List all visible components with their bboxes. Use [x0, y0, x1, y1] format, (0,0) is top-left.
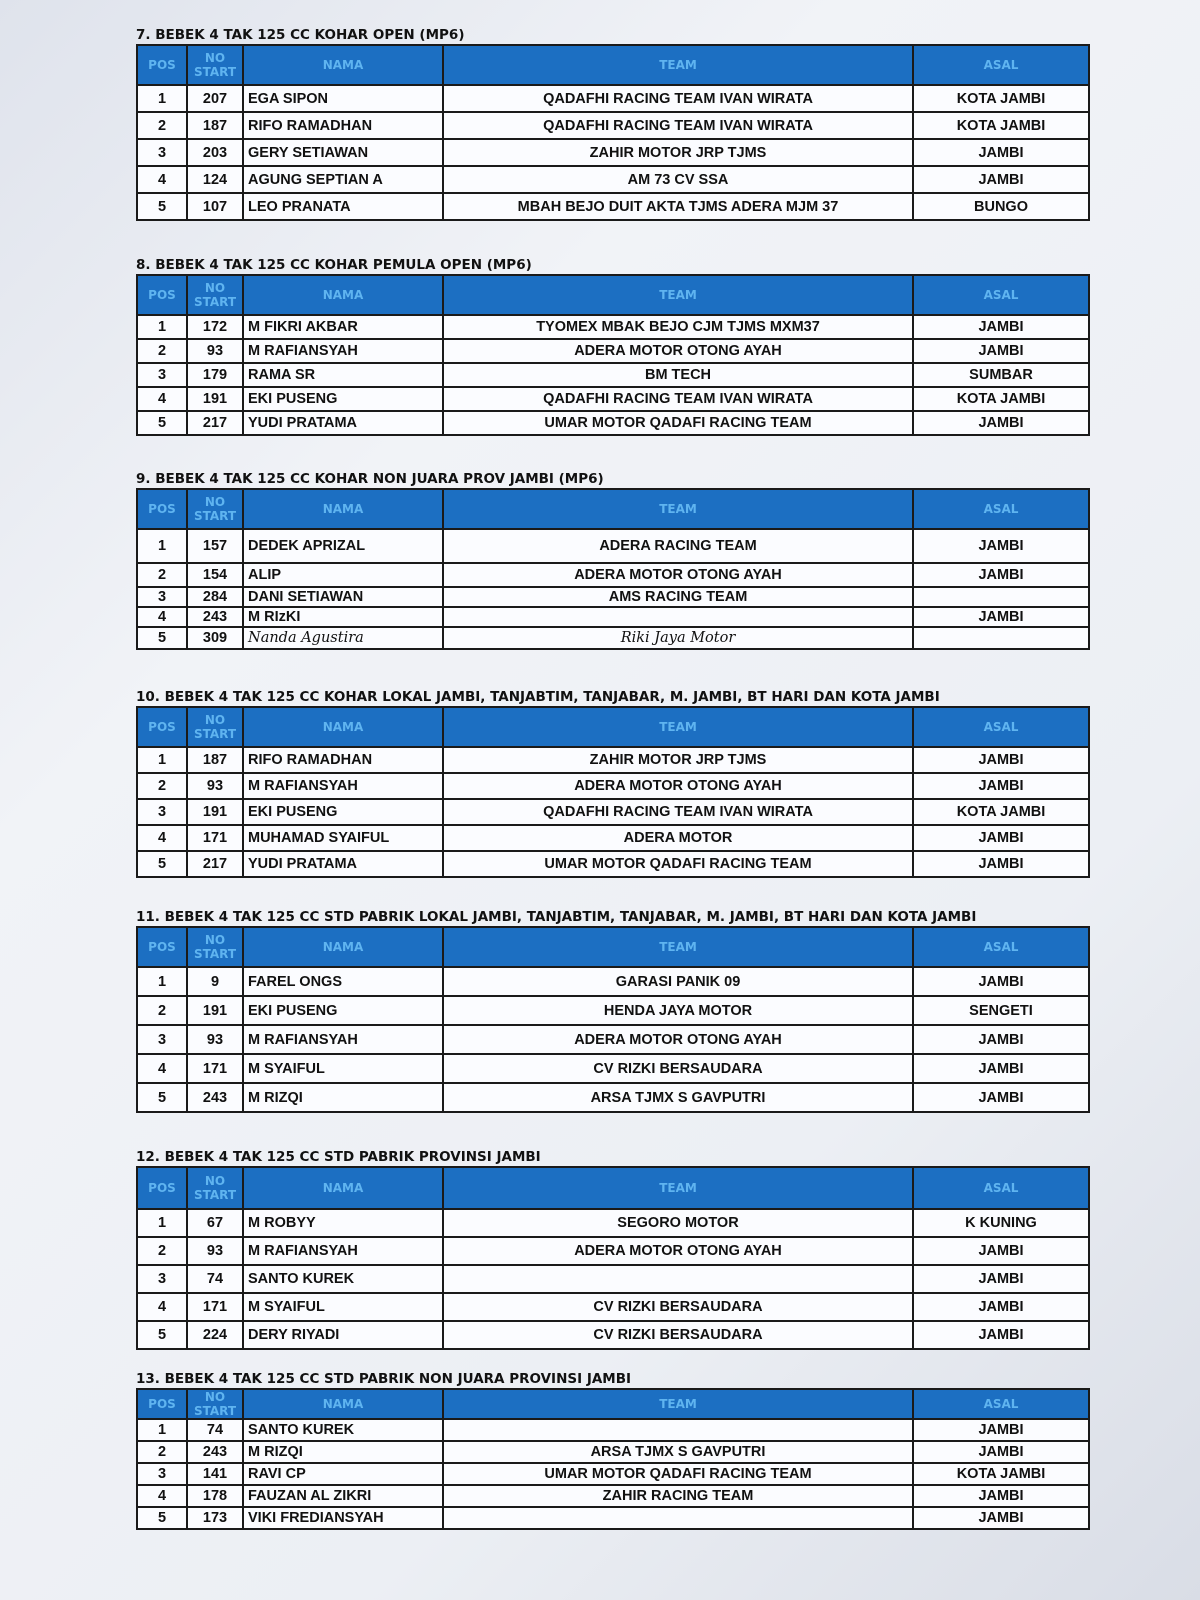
origin-cell: BUNGO: [913, 193, 1089, 220]
header-nama: NAMA: [243, 707, 443, 747]
header-team: TEAM: [443, 275, 913, 315]
origin-cell: KOTA JAMBI: [913, 799, 1089, 825]
origin-cell: JAMBI: [913, 967, 1089, 996]
header-pos: POS: [137, 1167, 187, 1209]
start-number-cell: 284: [187, 587, 243, 607]
pos-cell: 1: [137, 1419, 187, 1441]
table-row: [137, 996, 1089, 1025]
start-number-cell: 207: [187, 85, 243, 112]
rider-name-cell: FAUZAN AL ZIKRI: [243, 1485, 443, 1507]
header-asal: ASAL: [913, 707, 1089, 747]
start-number-cell: 217: [187, 411, 243, 435]
header-asal: ASAL: [913, 927, 1089, 967]
header-nama: NAMA: [243, 275, 443, 315]
origin-cell: JAMBI: [913, 1507, 1089, 1529]
team-cell: HENDA JAYA MOTOR: [443, 996, 913, 1025]
pos-cell: 2: [137, 996, 187, 1025]
start-number-cell: 243: [187, 607, 243, 627]
origin-cell: JAMBI: [913, 1025, 1089, 1054]
team-cell: ZAHIR MOTOR JRP TJMS: [443, 139, 913, 166]
pos-cell: 1: [137, 529, 187, 563]
pos-cell: 5: [137, 411, 187, 435]
table-row: [137, 85, 1089, 112]
section-title: 10. BEBEK 4 TAK 125 CC KOHAR LOKAL JAMBI, TANJABTIM, TANJABAR, M. JAMBI, BT HARI DAN KOTA JAMBI: [136, 689, 940, 705]
table-row: [137, 851, 1089, 877]
rider-name-cell: LEO PRANATA: [243, 193, 443, 220]
rider-name-cell: M ROBYY: [243, 1209, 443, 1237]
start-number-cell: 9: [187, 967, 243, 996]
origin-cell: SENGETI: [913, 996, 1089, 1025]
start-number-cell: 178: [187, 1485, 243, 1507]
header-pos: POS: [137, 927, 187, 967]
pos-cell: 5: [137, 627, 187, 649]
results-section-9: [136, 470, 1088, 650]
header-pos: POS: [137, 275, 187, 315]
table-row: [137, 799, 1089, 825]
pos-cell: 3: [137, 1025, 187, 1054]
table-row: [137, 773, 1089, 799]
team-cell: ADERA MOTOR OTONG AYAH: [443, 1025, 913, 1054]
rider-name-cell: EGA SIPON: [243, 85, 443, 112]
results-table: [136, 1166, 1090, 1350]
start-number-cell: 173: [187, 1507, 243, 1529]
header-no-start: NO START: [187, 1167, 243, 1209]
section-title: 7. BEBEK 4 TAK 125 CC KOHAR OPEN (MP6): [136, 27, 465, 43]
origin-cell: JAMBI: [913, 607, 1089, 627]
table-row: [137, 607, 1089, 627]
team-cell: QADAFHI RACING TEAM IVAN WIRATA: [443, 112, 913, 139]
pos-cell: 3: [137, 587, 187, 607]
table-header-row: [137, 1167, 1089, 1209]
team-cell: ADERA MOTOR OTONG AYAH: [443, 773, 913, 799]
origin-cell: JAMBI: [913, 411, 1089, 435]
table-row: [137, 387, 1089, 411]
team-cell: QADAFHI RACING TEAM IVAN WIRATA: [443, 799, 913, 825]
start-number-cell: 243: [187, 1441, 243, 1463]
pos-cell: 4: [137, 1054, 187, 1083]
start-number-cell: 191: [187, 799, 243, 825]
team-cell: [443, 1507, 913, 1529]
origin-cell: JAMBI: [913, 773, 1089, 799]
origin-cell: JAMBI: [913, 139, 1089, 166]
origin-cell: JAMBI: [913, 1265, 1089, 1293]
table-header-row: [137, 927, 1089, 967]
rider-name-cell: DERY RIYADI: [243, 1321, 443, 1349]
pos-cell: 2: [137, 1237, 187, 1265]
pos-cell: 5: [137, 1321, 187, 1349]
origin-cell: JAMBI: [913, 1485, 1089, 1507]
rider-name-cell: RIFO RAMADHAN: [243, 747, 443, 773]
team-cell: [443, 1265, 913, 1293]
table-row: [137, 1419, 1089, 1441]
pos-cell: 4: [137, 825, 187, 851]
table-row: [137, 1293, 1089, 1321]
team-cell: UMAR MOTOR QADAFI RACING TEAM: [443, 1463, 913, 1485]
team-cell: QADAFHI RACING TEAM IVAN WIRATA: [443, 387, 913, 411]
table-row: [137, 747, 1089, 773]
table-header-row: [137, 1389, 1089, 1419]
rider-name-cell: AGUNG SEPTIAN A: [243, 166, 443, 193]
start-number-cell: 74: [187, 1419, 243, 1441]
results-table: [136, 274, 1090, 436]
results-section-7: [136, 26, 1088, 221]
table-row: [137, 1485, 1089, 1507]
table-header-row: [137, 45, 1089, 85]
results-section-13: [136, 1370, 1088, 1530]
rider-name-cell: Nanda Agustira: [243, 627, 443, 649]
results-table: [136, 706, 1090, 878]
header-pos: POS: [137, 489, 187, 529]
start-number-cell: 187: [187, 747, 243, 773]
section-title: 9. BEBEK 4 TAK 125 CC KOHAR NON JUARA PROV JAMBI (MP6): [136, 471, 604, 487]
table-row: [137, 825, 1089, 851]
pos-cell: 3: [137, 1265, 187, 1293]
team-cell: UMAR MOTOR QADAFI RACING TEAM: [443, 411, 913, 435]
results-section-8: [136, 256, 1088, 436]
start-number-cell: 141: [187, 1463, 243, 1485]
team-cell: BM TECH: [443, 363, 913, 387]
header-team: TEAM: [443, 1167, 913, 1209]
pos-cell: 5: [137, 193, 187, 220]
table-row: [137, 315, 1089, 339]
table-row: [137, 139, 1089, 166]
rider-name-cell: GERY SETIAWAN: [243, 139, 443, 166]
start-number-cell: 203: [187, 139, 243, 166]
rider-name-cell: RIFO RAMADHAN: [243, 112, 443, 139]
rider-name-cell: YUDI PRATAMA: [243, 411, 443, 435]
team-cell: AMS RACING TEAM: [443, 587, 913, 607]
start-number-cell: 93: [187, 1237, 243, 1265]
start-number-cell: 191: [187, 996, 243, 1025]
team-cell: ZAHIR RACING TEAM: [443, 1485, 913, 1507]
team-cell: ADERA MOTOR: [443, 825, 913, 851]
team-cell: GARASI PANIK 09: [443, 967, 913, 996]
table-row: [137, 967, 1089, 996]
pos-cell: 2: [137, 773, 187, 799]
rider-name-cell: M FIKRI AKBAR: [243, 315, 443, 339]
table-header-row: [137, 489, 1089, 529]
header-pos: POS: [137, 45, 187, 85]
section-title: 8. BEBEK 4 TAK 125 CC KOHAR PEMULA OPEN (MP6): [136, 257, 532, 273]
pos-cell: 5: [137, 1507, 187, 1529]
header-no-start: NO START: [187, 927, 243, 967]
rider-name-cell: M RAFIANSYAH: [243, 1025, 443, 1054]
rider-name-cell: M RIZQI: [243, 1083, 443, 1112]
team-cell: ARSA TJMX S GAVPUTRI: [443, 1441, 913, 1463]
table-row: [137, 1209, 1089, 1237]
team-cell: ZAHIR MOTOR JRP TJMS: [443, 747, 913, 773]
rider-name-cell: SANTO KUREK: [243, 1265, 443, 1293]
table-row: [137, 529, 1089, 563]
start-number-cell: 93: [187, 339, 243, 363]
header-team: TEAM: [443, 1389, 913, 1419]
rider-name-cell: ALIP: [243, 563, 443, 587]
pos-cell: 4: [137, 1293, 187, 1321]
table-header-row: [137, 275, 1089, 315]
header-pos: POS: [137, 707, 187, 747]
header-asal: ASAL: [913, 1167, 1089, 1209]
header-asal: ASAL: [913, 1389, 1089, 1419]
header-nama: NAMA: [243, 45, 443, 85]
rider-name-cell: M RAFIANSYAH: [243, 1237, 443, 1265]
pos-cell: 3: [137, 1463, 187, 1485]
table-row: [137, 1321, 1089, 1349]
origin-cell: JAMBI: [913, 563, 1089, 587]
start-number-cell: 124: [187, 166, 243, 193]
pos-cell: 5: [137, 1083, 187, 1112]
team-cell: Riki Jaya Motor: [443, 627, 913, 649]
section-title: 12. BEBEK 4 TAK 125 CC STD PABRIK PROVINSI JAMBI: [136, 1149, 541, 1165]
start-number-cell: 171: [187, 825, 243, 851]
section-title: 11. BEBEK 4 TAK 125 CC STD PABRIK LOKAL JAMBI, TANJABTIM, TANJABAR, M. JAMBI, BT HARI DAN KOTA JAMBI: [136, 909, 977, 925]
team-cell: ADERA MOTOR OTONG AYAH: [443, 563, 913, 587]
team-cell: [443, 1419, 913, 1441]
origin-cell: KOTA JAMBI: [913, 1463, 1089, 1485]
pos-cell: 2: [137, 563, 187, 587]
header-no-start: NO START: [187, 275, 243, 315]
header-nama: NAMA: [243, 927, 443, 967]
origin-cell: [913, 627, 1089, 649]
header-team: TEAM: [443, 927, 913, 967]
start-number-cell: 172: [187, 315, 243, 339]
origin-cell: KOTA JAMBI: [913, 387, 1089, 411]
pos-cell: 2: [137, 1441, 187, 1463]
rider-name-cell: EKI PUSENG: [243, 387, 443, 411]
team-cell: QADAFHI RACING TEAM IVAN WIRATA: [443, 85, 913, 112]
rider-name-cell: SANTO KUREK: [243, 1419, 443, 1441]
header-pos: POS: [137, 1389, 187, 1419]
origin-cell: SUMBAR: [913, 363, 1089, 387]
header-team: TEAM: [443, 707, 913, 747]
start-number-cell: 154: [187, 563, 243, 587]
origin-cell: JAMBI: [913, 339, 1089, 363]
table-row: [137, 1507, 1089, 1529]
team-cell: AM 73 CV SSA: [443, 166, 913, 193]
header-team: TEAM: [443, 45, 913, 85]
header-no-start: NO START: [187, 45, 243, 85]
start-number-cell: 179: [187, 363, 243, 387]
table-row: [137, 1025, 1089, 1054]
table-row: [137, 563, 1089, 587]
start-number-cell: 74: [187, 1265, 243, 1293]
header-nama: NAMA: [243, 1167, 443, 1209]
rider-name-cell: YUDI PRATAMA: [243, 851, 443, 877]
pos-cell: 3: [137, 139, 187, 166]
header-nama: NAMA: [243, 489, 443, 529]
origin-cell: JAMBI: [913, 1419, 1089, 1441]
pos-cell: 1: [137, 315, 187, 339]
table-row: [137, 411, 1089, 435]
origin-cell: JAMBI: [913, 851, 1089, 877]
header-no-start: NO START: [187, 1389, 243, 1419]
results-table: [136, 926, 1090, 1113]
pos-cell: 4: [137, 1485, 187, 1507]
team-cell: ADERA RACING TEAM: [443, 529, 913, 563]
start-number-cell: 157: [187, 529, 243, 563]
table-row: [137, 1265, 1089, 1293]
origin-cell: JAMBI: [913, 1054, 1089, 1083]
header-no-start: NO START: [187, 489, 243, 529]
table-row: [137, 166, 1089, 193]
pos-cell: 4: [137, 166, 187, 193]
rider-name-cell: M SYAIFUL: [243, 1293, 443, 1321]
start-number-cell: 309: [187, 627, 243, 649]
team-cell: [443, 607, 913, 627]
origin-cell: KOTA JAMBI: [913, 85, 1089, 112]
team-cell: ARSA TJMX S GAVPUTRI: [443, 1083, 913, 1112]
start-number-cell: 171: [187, 1293, 243, 1321]
start-number-cell: 107: [187, 193, 243, 220]
results-section-10: [136, 688, 1088, 878]
table-row: [137, 1237, 1089, 1265]
start-number-cell: 67: [187, 1209, 243, 1237]
team-cell: ADERA MOTOR OTONG AYAH: [443, 1237, 913, 1265]
results-table: [136, 488, 1090, 650]
pos-cell: 2: [137, 339, 187, 363]
origin-cell: JAMBI: [913, 1293, 1089, 1321]
rider-name-cell: FAREL ONGS: [243, 967, 443, 996]
table-row: [137, 1463, 1089, 1485]
start-number-cell: 93: [187, 1025, 243, 1054]
table-row: [137, 112, 1089, 139]
rider-name-cell: EKI PUSENG: [243, 996, 443, 1025]
pos-cell: 2: [137, 112, 187, 139]
header-asal: ASAL: [913, 275, 1089, 315]
team-cell: CV RIZKI BERSAUDARA: [443, 1293, 913, 1321]
table-row: [137, 587, 1089, 607]
origin-cell: KOTA JAMBI: [913, 112, 1089, 139]
rider-name-cell: MUHAMAD SYAIFUL: [243, 825, 443, 851]
pos-cell: 1: [137, 85, 187, 112]
origin-cell: JAMBI: [913, 1237, 1089, 1265]
rider-name-cell: M RIZQI: [243, 1441, 443, 1463]
table-row: [137, 339, 1089, 363]
origin-cell: JAMBI: [913, 1083, 1089, 1112]
header-nama: NAMA: [243, 1389, 443, 1419]
team-cell: CV RIZKI BERSAUDARA: [443, 1054, 913, 1083]
rider-name-cell: EKI PUSENG: [243, 799, 443, 825]
rider-name-cell: RAMA SR: [243, 363, 443, 387]
pos-cell: 4: [137, 607, 187, 627]
header-asal: ASAL: [913, 489, 1089, 529]
origin-cell: JAMBI: [913, 529, 1089, 563]
rider-name-cell: DANI SETIAWAN: [243, 587, 443, 607]
start-number-cell: 224: [187, 1321, 243, 1349]
table-row: [137, 193, 1089, 220]
pos-cell: 1: [137, 967, 187, 996]
start-number-cell: 171: [187, 1054, 243, 1083]
header-team: TEAM: [443, 489, 913, 529]
header-no-start: NO START: [187, 707, 243, 747]
team-cell: SEGORO MOTOR: [443, 1209, 913, 1237]
table-row: [137, 1054, 1089, 1083]
pos-cell: 1: [137, 747, 187, 773]
table-row: [137, 627, 1089, 649]
start-number-cell: 93: [187, 773, 243, 799]
rider-name-cell: M RAFIANSYAH: [243, 339, 443, 363]
results-table: [136, 44, 1090, 221]
rider-name-cell: M RIzKI: [243, 607, 443, 627]
table-header-row: [137, 707, 1089, 747]
team-cell: CV RIZKI BERSAUDARA: [443, 1321, 913, 1349]
pos-cell: 3: [137, 363, 187, 387]
origin-cell: JAMBI: [913, 315, 1089, 339]
origin-cell: JAMBI: [913, 1321, 1089, 1349]
rider-name-cell: RAVI CP: [243, 1463, 443, 1485]
origin-cell: JAMBI: [913, 825, 1089, 851]
team-cell: ADERA MOTOR OTONG AYAH: [443, 339, 913, 363]
start-number-cell: 187: [187, 112, 243, 139]
team-cell: MBAH BEJO DUIT AKTA TJMS ADERA MJM 37: [443, 193, 913, 220]
origin-cell: JAMBI: [913, 1441, 1089, 1463]
rider-name-cell: M SYAIFUL: [243, 1054, 443, 1083]
start-number-cell: 217: [187, 851, 243, 877]
origin-cell: JAMBI: [913, 747, 1089, 773]
rider-name-cell: VIKI FREDIANSYAH: [243, 1507, 443, 1529]
team-cell: TYOMEX MBAK BEJO CJM TJMS MXM37: [443, 315, 913, 339]
table-row: [137, 1083, 1089, 1112]
results-section-12: [136, 1148, 1088, 1350]
results-table: [136, 1388, 1090, 1530]
pos-cell: 1: [137, 1209, 187, 1237]
team-cell: UMAR MOTOR QADAFI RACING TEAM: [443, 851, 913, 877]
section-title: 13. BEBEK 4 TAK 125 CC STD PABRIK NON JUARA PROVINSI JAMBI: [136, 1371, 632, 1387]
origin-cell: JAMBI: [913, 166, 1089, 193]
rider-name-cell: DEDEK APRIZAL: [243, 529, 443, 563]
results-section-11: [136, 908, 1088, 1113]
origin-cell: [913, 587, 1089, 607]
start-number-cell: 243: [187, 1083, 243, 1112]
origin-cell: K KUNING: [913, 1209, 1089, 1237]
rider-name-cell: M RAFIANSYAH: [243, 773, 443, 799]
pos-cell: 5: [137, 851, 187, 877]
header-asal: ASAL: [913, 45, 1089, 85]
start-number-cell: 191: [187, 387, 243, 411]
pos-cell: 3: [137, 799, 187, 825]
pos-cell: 4: [137, 387, 187, 411]
table-row: [137, 363, 1089, 387]
table-row: [137, 1441, 1089, 1463]
